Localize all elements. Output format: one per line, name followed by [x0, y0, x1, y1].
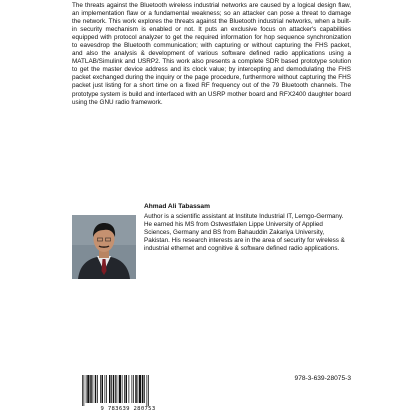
barcode [72, 373, 184, 413]
barcode-digits: 9 783639 280753 [100, 406, 156, 412]
author-name: Ahmad Ali Tabassam [144, 203, 210, 210]
book-abstract: The threats against the Bluetooth wireless industrial networks are caused by a logical design flaw, an implementation flaw or a fundamental weakness; so an attacker can pose a threat to damage the network. This work explores the threats against the Bluetooth industrial networks, when a built-in security mechanism is enabled or not. It puts an exclusive focus on attacker's capabilities equipped with protocol analyzer to get the required information for hop sequence synchronization to eavesdrop the Bluetooth communication; with capturing or without capturing the FHS packet, and also the analysis & development of various software defined radio applications using a MATLAB/Simulink and USRP2. This work also presents a complete SDR based prototype solution to get the master device address and its clock value; by intercepting and demodulating the FHS packet exchanged during the inquiry or the page procedure, furthermore without capturing the FHS packet just listing for a short time on a fixed RF frequency out of the 79 Bluetooth channels. The prototype system is build and interfaced with an USRP mother board and RFX2400 daughter board using the GNU radio framework. [72, 2, 351, 106]
author-portrait-icon [72, 215, 136, 279]
barcode-bars-icon [72, 373, 184, 406]
author-photo [72, 215, 136, 279]
author-bio: Author is a scientific assistant at Institute Industrial IT, Lemgo-Germany. He earned his MS from Ostwestfalen Lippe University of Applied Sciences, Germany and BS from Bahauddin Zakariya University, Pakistan. His research interests are in the area of security for wireless & industrial ethernet and cognitive & software defined radio applications. [144, 213, 345, 253]
author-section [72, 203, 351, 277]
isbn-number: 978-3-639-28075-3 [294, 375, 351, 382]
